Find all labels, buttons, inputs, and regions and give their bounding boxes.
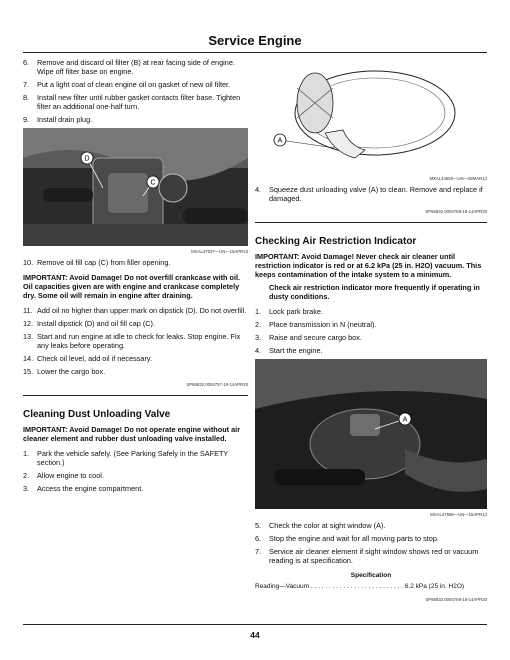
section-divider bbox=[255, 222, 487, 223]
step-text: Allow engine to cool. bbox=[37, 471, 104, 480]
step-number: 2. bbox=[23, 471, 30, 480]
step-number: 3. bbox=[255, 333, 262, 342]
list-item bbox=[255, 185, 487, 203]
footer-rule bbox=[23, 624, 487, 625]
important-text-2: Check air restriction indicator more frequently if operating in dusty conditions. bbox=[269, 283, 480, 301]
spec-value: 6.2 kPa (25 in. H2O) bbox=[404, 583, 465, 590]
important-text: Avoid Damage! Do not operate engine without air cleaner element and rubber dust unloading valve installed. bbox=[23, 425, 241, 443]
step-text: Check the color at sight window (A). bbox=[269, 521, 386, 530]
photo-caption: MXAL47537—UN—15APR13 bbox=[191, 249, 248, 254]
important-label: IMPORTANT: bbox=[23, 273, 68, 282]
step-text: Remove oil fill cap (C) from filler opening. bbox=[37, 258, 171, 267]
header-rule bbox=[23, 52, 487, 53]
step-number: 1. bbox=[255, 307, 262, 316]
label-d: D bbox=[84, 155, 90, 163]
list-item bbox=[23, 319, 248, 328]
step-text: Check oil level, add oil if necessary. bbox=[37, 354, 153, 363]
list-item bbox=[23, 484, 248, 493]
step-number: 8. bbox=[23, 93, 30, 102]
step-number: 6. bbox=[23, 58, 30, 67]
list-item bbox=[23, 93, 248, 111]
left-column bbox=[23, 58, 248, 497]
list-item bbox=[255, 346, 487, 355]
step-number: 7. bbox=[23, 80, 30, 89]
engine-photo bbox=[23, 128, 248, 246]
step-text: Remove and discard oil filter (B) at rear facing side of engine. Wipe off filter base on engine. bbox=[37, 58, 235, 76]
step-number: 7. bbox=[255, 547, 262, 556]
sight-window-photo bbox=[255, 359, 487, 509]
reference-code: SP66832,0004759-19-14APR20 bbox=[425, 597, 487, 602]
step-number: 2. bbox=[255, 320, 262, 329]
list-item bbox=[255, 333, 487, 342]
list-item bbox=[23, 306, 248, 315]
list-item bbox=[23, 332, 248, 350]
important-label: IMPORTANT: bbox=[23, 425, 68, 434]
steps-list bbox=[23, 58, 248, 124]
important-text: Avoid Damage! Do not overfill crankcase with oil. Oil capacities given are with engine and crankcase completely dry. Some oil will remain in engine after draining. bbox=[23, 273, 241, 300]
step-text: Raise and secure cargo box. bbox=[269, 333, 362, 342]
step-number: 4. bbox=[255, 185, 262, 194]
steps-list bbox=[255, 521, 487, 565]
step-text: Install drain plug. bbox=[37, 115, 93, 124]
important-note bbox=[255, 252, 487, 301]
list-item bbox=[23, 115, 248, 124]
step-text: Install dipstick (D) and oil fill cap (C). bbox=[37, 319, 156, 328]
steps-list bbox=[23, 258, 248, 267]
steps-list bbox=[23, 306, 248, 376]
spec-row bbox=[255, 582, 487, 591]
step-text: Lower the cargo box. bbox=[37, 367, 106, 376]
step-number: 4. bbox=[255, 346, 262, 355]
step-text: Put a light coat of clean engine oil on gasket of new oil filter. bbox=[37, 80, 231, 89]
step-text: Squeeze dust unloading valve (A) to clean. Remove and replace if damaged. bbox=[269, 185, 483, 203]
step-number: 12. bbox=[23, 319, 34, 328]
list-item bbox=[23, 471, 248, 480]
step-number: 10. bbox=[23, 258, 34, 267]
important-text: Avoid Damage! Never check air cleaner until restriction indicator is red or at 6.2 kPa (25 in. H2O) vacuum. This keeps contamination of the intake system to a minimum. bbox=[255, 252, 482, 279]
spec-title: Specification bbox=[350, 572, 392, 579]
step-text: Start and run engine at idle to check for leaks. Stop engine. Fix any leaks before operating. bbox=[37, 332, 241, 350]
engine-photo-svg bbox=[23, 128, 248, 246]
photo-caption: MXAL47598—UN—15APR13 bbox=[430, 512, 487, 517]
important-label: IMPORTANT: bbox=[255, 252, 300, 261]
photo-caption: MXAL44550—UN—28MAR13 bbox=[429, 176, 487, 181]
spec-dots: . . . . . . . . . . . . . . . . . . . . . . . . . . bbox=[310, 583, 403, 590]
step-text: Lock park brake. bbox=[269, 307, 323, 316]
air-cleaner-illustration bbox=[255, 58, 487, 173]
step-number: 14. bbox=[23, 354, 34, 363]
step-number: 3. bbox=[23, 484, 30, 493]
steps-list bbox=[23, 449, 248, 493]
spec-label: Reading—Vacuum bbox=[255, 583, 310, 590]
label-c: C bbox=[150, 179, 156, 187]
list-item bbox=[255, 320, 487, 329]
section-heading: Cleaning Dust Unloading Valve bbox=[23, 409, 171, 420]
step-number: 11. bbox=[23, 306, 33, 315]
step-text: Access the engine compartment. bbox=[37, 484, 144, 493]
step-number: 1. bbox=[23, 449, 30, 458]
step-number: 9. bbox=[23, 115, 30, 124]
step-number: 5. bbox=[255, 521, 262, 530]
label-a: A bbox=[402, 416, 408, 424]
reference-code: SP66832,0004757-19-14APR20 bbox=[186, 382, 248, 387]
label-a: A bbox=[277, 137, 283, 145]
reference-code: SP66832,0004758-19-14APR20 bbox=[425, 209, 487, 214]
sight-window-svg bbox=[255, 359, 487, 509]
step-text: Service air cleaner element if sight window shows red or vacuum reading is at specification. bbox=[269, 547, 479, 565]
important-note bbox=[23, 273, 248, 300]
list-item bbox=[23, 258, 248, 267]
steps-list bbox=[255, 307, 487, 355]
step-text: Park the vehicle safely. (See Parking Safely in the SAFETY section.) bbox=[37, 449, 229, 467]
section-heading: Checking Air Restriction Indicator bbox=[255, 236, 417, 247]
step-text: Install new filter until rubber gasket contacts filter base. Tighten filter an additional one-half turn. bbox=[37, 93, 241, 111]
step-number: 15. bbox=[23, 367, 34, 376]
list-item bbox=[255, 534, 487, 543]
air-cleaner-svg bbox=[255, 58, 487, 173]
page-title: Service Engine bbox=[208, 33, 302, 48]
step-number: 13. bbox=[23, 332, 34, 341]
list-item bbox=[23, 449, 248, 467]
step-text: Place transmission in N (neutral). bbox=[269, 320, 377, 329]
important-note bbox=[23, 425, 248, 443]
section-divider bbox=[23, 395, 248, 396]
list-item bbox=[255, 547, 487, 565]
list-item bbox=[23, 80, 248, 89]
step-text: Stop the engine and wait for all moving parts to stop. bbox=[269, 534, 439, 543]
steps-list bbox=[255, 185, 487, 203]
step-text: Add oil no higher than upper mark on dipstick (D). Do not overfill. bbox=[37, 306, 247, 315]
step-text: Start the engine. bbox=[269, 346, 323, 355]
list-item bbox=[255, 521, 487, 530]
list-item bbox=[23, 354, 248, 363]
right-column bbox=[255, 58, 487, 610]
list-item bbox=[255, 307, 487, 316]
list-item bbox=[23, 58, 248, 76]
step-number: 6. bbox=[255, 534, 262, 543]
page-number: 44 bbox=[250, 630, 260, 640]
list-item bbox=[23, 367, 248, 376]
